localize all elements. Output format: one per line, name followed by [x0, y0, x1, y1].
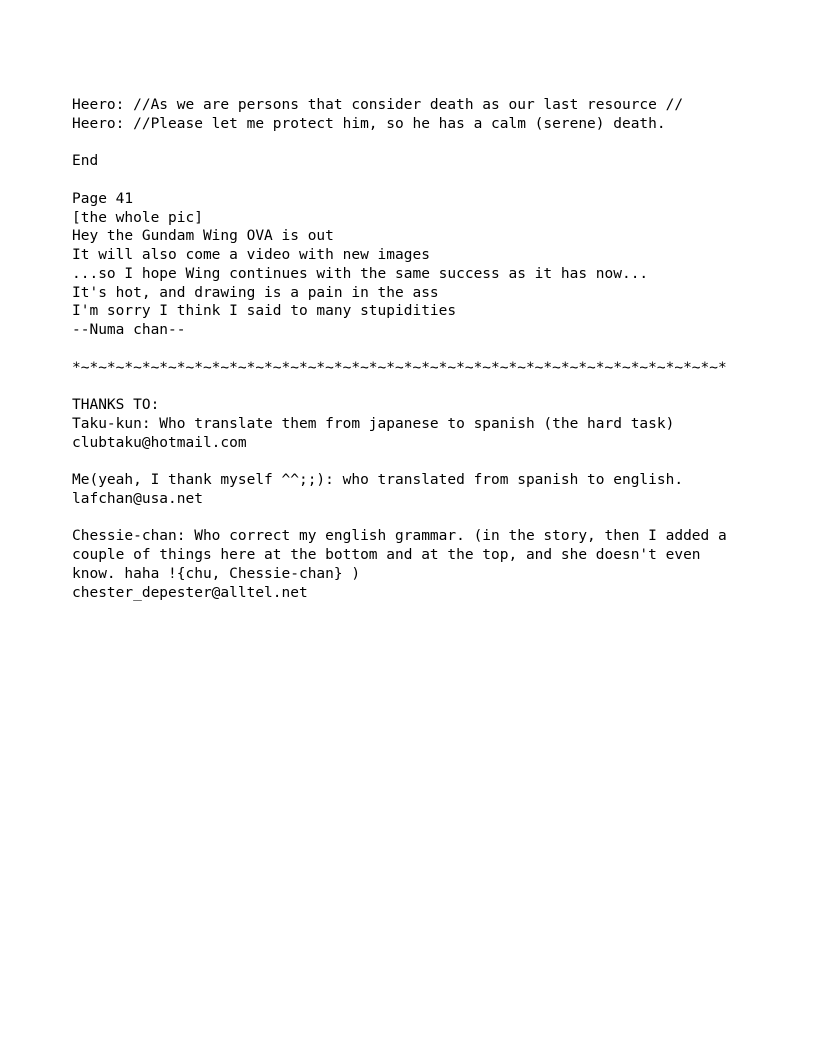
- document-page: [72, 96, 772, 602]
- dialogue-line: Heero: //As we are persons that consider death as our last resource //: [72, 97, 684, 113]
- afterword-line: It will also come a video with new images: [72, 247, 430, 263]
- credit-line: couple of things here at the bottom and at the top, and she doesn't even: [72, 547, 701, 563]
- pic-note: [the whole pic]: [72, 209, 203, 226]
- credit-line: Chessie-chan: Who correct my english grammar. (in the story, then I added a: [72, 528, 727, 545]
- blank-line: [72, 509, 772, 528]
- end-label: End: [72, 153, 99, 170]
- credit-line: Me(yeah, I thank myself ^^;;): who translated from spanish to english.: [72, 472, 684, 488]
- credit-email: chester_depester@alltel.net: [72, 584, 308, 601]
- dialogue-line: Heero: //Please let me protect him, so he has a calm (serene) death.: [72, 115, 666, 132]
- separator: *~*~*~*~*~*~*~*~*~*~*~*~*~*~*~*~*~*~*~*~*~*~*~*~*~*~*~*~*~*~*~*~*~*~*~*~*~*: [72, 359, 727, 376]
- blank-line: [72, 377, 772, 396]
- blank-line: [72, 452, 772, 471]
- afterword-line: ...so I hope Wing continues with the same success as it has now...: [72, 265, 649, 282]
- blank-line: [72, 171, 772, 190]
- credit-email: clubtaku@hotmail.com: [72, 434, 247, 451]
- page-label: Page 41: [72, 190, 134, 207]
- afterword-line: I'm sorry I think I said to many stupidities: [72, 303, 457, 320]
- blank-line: [72, 340, 772, 359]
- credit-line: Taku-kun: Who translate them from japanese to spanish (the hard task): [72, 415, 675, 432]
- blank-line: [72, 134, 772, 153]
- afterword-line: Hey the Gundam Wing OVA is out: [72, 228, 334, 245]
- author-signature: --Numa chan--: [72, 322, 186, 338]
- thanks-heading: THANKS TO:: [72, 397, 160, 413]
- credit-email: lafchan@usa.net: [72, 490, 203, 507]
- credit-line: know. haha !{chu, Chessie-chan} ): [72, 565, 361, 582]
- afterword-line: It's hot, and drawing is a pain in the ass: [72, 284, 439, 301]
